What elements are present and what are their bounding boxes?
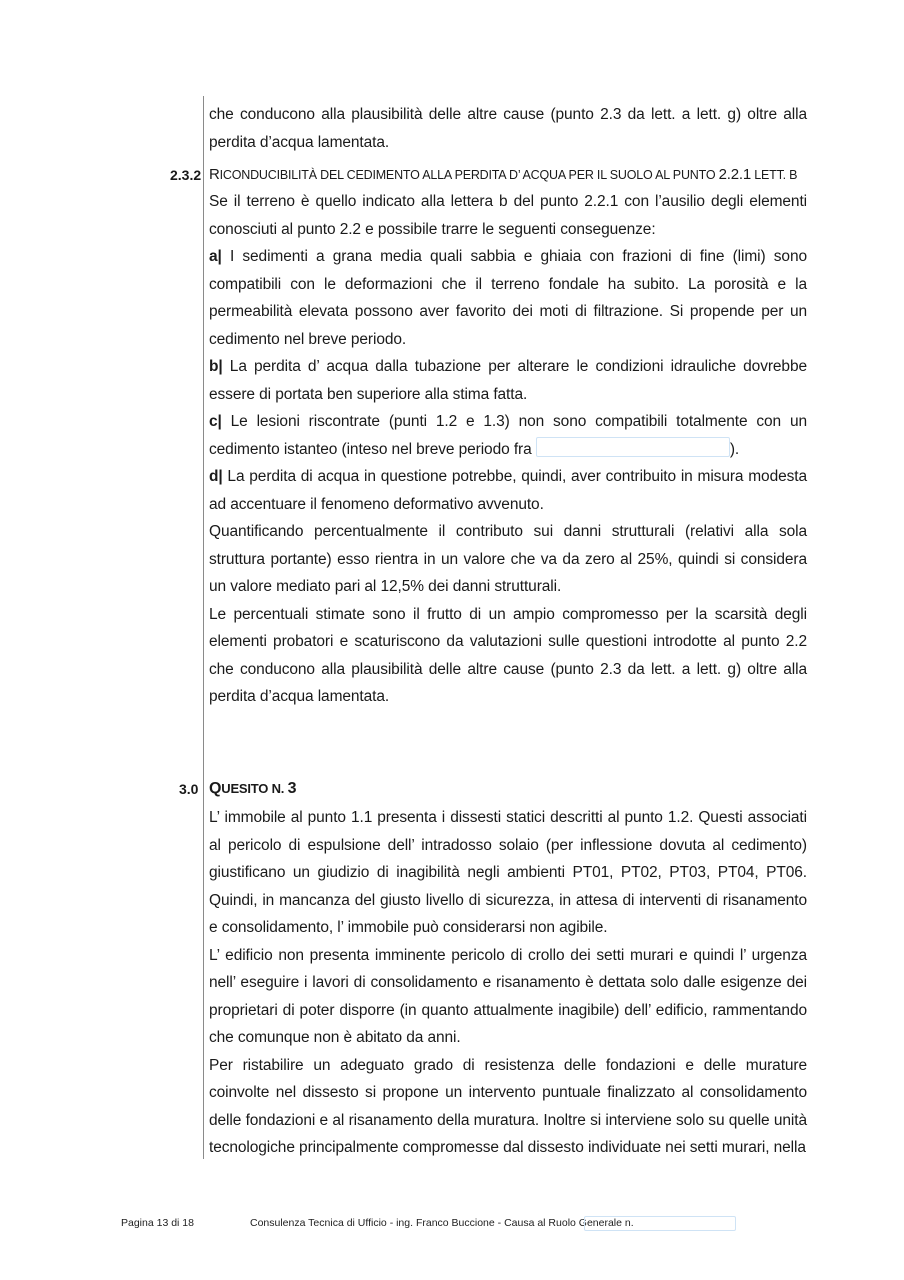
section-3-0-body [209, 804, 807, 1162]
item-a: a| I sedimenti a grana media quali sabbia e ghiaia con frazioni di fine (limi) sono compatibili con le deformazioni che il terreno fondale ha subito. La porosità e la permeabilità elevata possono aver favorito dei moti di filtrazione. Si propende per un cedimento nel breve periodo. [209, 248, 807, 348]
continuation-paragraph [209, 101, 807, 156]
intro-paragraph: Se il terreno è quello indicato alla lettera b del punto 2.2.1 con l’ausilio degli elementi conosciuti al punto 2.2 e possibile trarre le seguenti conseguenze: [209, 193, 807, 238]
item-d: d| La perdita di acqua in questione potrebbe, quindi, aver contribuito in misura modesta ad accentuare il fenomeno deformativo avvenuto. [209, 468, 807, 513]
section-number-2-3-2: 2.3.2 [170, 167, 202, 183]
footer-text: Consulenza Tecnica di Ufficio - ing. Franco Buccione - Causa al Ruolo Generale n. [250, 1217, 634, 1229]
page-number: Pagina 13 di 18 [121, 1217, 194, 1229]
paragraph-3: Per ristabilire un adeguato grado di resistenza delle fondazioni e delle murature coinvolte nel dissesto si propone un intervento puntuale finalizzato al consolidamento delle fondazioni e al risanamento della muratura. Inoltre si interviene solo su quelle unità tecnologiche principalmente compromesse dal dissesto individuate nei setti murari, nella [209, 1056, 807, 1156]
item-c: c| Le lesioni riscontrate (punti 1.2 e 1.3) non sono compatibili totalmente con un cedimento istanteo (inteso nel breve periodo fra ). [209, 413, 807, 458]
paragraph-2: L’ edificio non presenta imminente pericolo di crollo dei setti murari e quindi l’ urgenza nell’ eseguire i lavori di consolidamento e risanamento è dettata solo dalle esigenze dei proprietari di poter disporre (in quanto attualmente inagibile) dell’ edificio, rammentando che comunque non è abitato da anni. [209, 946, 807, 1046]
estimates-paragraph: Le percentuali stimate sono il frutto di un ampio compromesso per la scarsità degli elementi probatori e scaturiscono da valutazioni sulle questioni introdotte al punto 2.2 che conducono alla plausibilità delle altre cause (punto 2.3 da lett. a lett. g) oltre alla perdita d’acqua lamentata. [209, 605, 807, 705]
paragraph-text: che conducono alla plausibilità delle altre cause (punto 2.3 da lett. a lett. g) oltre alla perdita d’acqua lamentata. [209, 106, 807, 151]
paragraph-1: L’ immobile al punto 1.1 presenta i dissesti statici descritti al punto 1.2. Questi associati al pericolo di espulsione dell’ intradosso solaio (per inflessione dovuta al cedimento) giustificano un giudizio di inagibilità negli ambienti PT01, PT02, PT03, PT04, PT06. Quindi, in mancanza del giusto livello di sicurezza, in attesa di interventi di risanamento e consolidamento, l’ immobile può considerarsi non agibile. [209, 809, 807, 936]
redacted-field [536, 437, 730, 457]
margin-rule [203, 96, 204, 1159]
redacted-footer-field [584, 1216, 736, 1231]
item-b: b| La perdita d’ acqua dalla tubazione per alterare le condizioni idrauliche dovrebbe essere di portata ben superiore alla stima fatta. [209, 358, 807, 403]
quantification-paragraph: Quantificando percentualmente il contributo sui danni strutturali (relativi alla sola struttura portante) esso rientra in un valore che va da zero al 25%, quindi si considera un valore mediato pari al 12,5% dei danni strutturali. [209, 523, 807, 595]
section-title-2-3-2: RICONDUCIBILITÀ DEL CEDIMENTO ALLA PERDITA D’ ACQUA PER IL SUOLO AL PUNTO 2.2.1 LETT. B [209, 166, 798, 183]
section-2-3-2-body [209, 188, 807, 711]
section-title-3-0: QUESITO N. 3 [209, 780, 297, 797]
section-number-3-0: 3.0 [179, 781, 199, 797]
